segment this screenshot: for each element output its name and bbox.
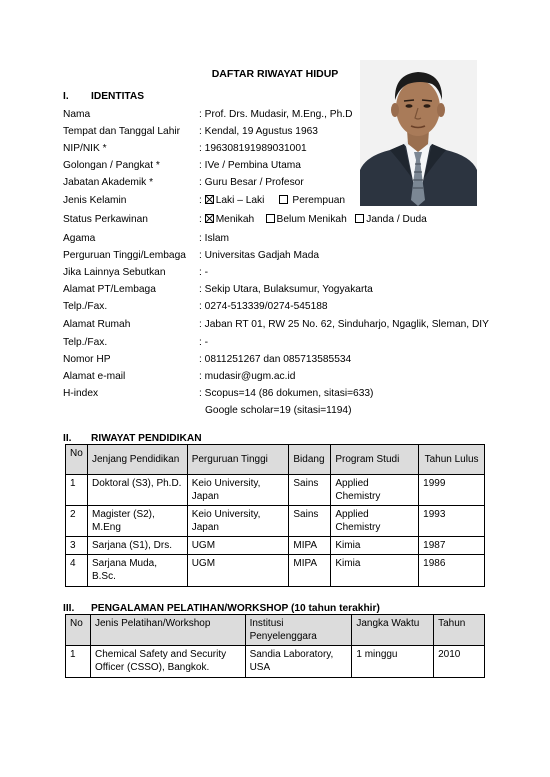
identity-value: : Prof. Drs. Mudasir, M.Eng., Ph.D: [199, 109, 353, 120]
identity-value: : Guru Besar / Profesor: [199, 177, 304, 188]
section-number: III.: [63, 603, 75, 614]
checkbox-belum-menikah[interactable]: [266, 214, 275, 223]
table-cell: Kimia: [331, 537, 419, 555]
column-header: No: [66, 615, 91, 646]
option-label: Belum Menikah: [276, 214, 347, 225]
section-pelatihan-heading: [63, 603, 380, 614]
identity-value: : Kendal, 19 Agustus 1963: [199, 126, 318, 137]
column-header: Tahun: [434, 615, 485, 646]
table-cell: UGM: [187, 555, 289, 587]
table-cell: Kimia: [331, 555, 419, 587]
identity-label: Alamat PT/Lembaga: [63, 284, 156, 295]
table-row: [66, 475, 485, 506]
column-header: Perguruan Tinggi: [187, 445, 289, 475]
table-cell: UGM: [187, 537, 289, 555]
identity-value: : 0811251267 dan 085713585534: [199, 354, 352, 365]
identity-value: : Universitas Gadjah Mada: [199, 250, 320, 261]
identity-label: NIP/NIK *: [63, 143, 107, 154]
table-row: [66, 646, 485, 678]
table-cell: Applied Chemistry: [331, 475, 419, 506]
table-cell: Keio University, Japan: [187, 506, 289, 537]
option-label: Perempuan: [292, 195, 346, 206]
marital-options: [199, 213, 427, 227]
column-header: Tahun Lulus: [419, 445, 485, 475]
training-table: [65, 614, 485, 678]
identity-value: : 196308191989031001: [199, 143, 307, 154]
identity-label: Jabatan Akademik *: [63, 177, 154, 188]
checkbox-laki-laki[interactable]: [205, 195, 214, 204]
section-title: IDENTITAS: [91, 91, 145, 102]
profile-photo: [360, 60, 477, 206]
identity-label: Telp./Fax.: [63, 301, 108, 312]
identity-label: Tempat dan Tanggal Lahir: [63, 126, 181, 137]
page-title: DAFTAR RIWAYAT HIDUP: [211, 68, 339, 80]
table-cell: 1 minggu: [352, 646, 434, 678]
column-header: Institusi Penyelenggara: [245, 615, 352, 646]
table-cell: Sandia Laboratory, USA: [245, 646, 352, 678]
option-label: Laki – Laki: [215, 195, 265, 206]
identity-label: H-index: [63, 388, 99, 399]
colon: :: [199, 214, 202, 225]
table-cell: 2: [66, 506, 88, 537]
identity-label: Status Perkawinan: [63, 214, 148, 225]
identity-value: : mudasir@ugm.ac.id: [199, 371, 296, 382]
table-cell: Chemical Safety and Security Officer (CSSO), Bangkok.: [90, 646, 245, 678]
identity-value: : IVe / Pembina Utama: [199, 160, 301, 171]
table-row: [66, 555, 485, 587]
table-cell: Magister (S2), M.Eng: [87, 506, 187, 537]
training-header-row: [66, 615, 485, 646]
identity-value: : Jaban RT 01, RW 25 No. 62, Sinduharjo, Ngaglik, Sleman, DIY: [199, 319, 489, 330]
identity-label: Alamat e-mail: [63, 371, 126, 382]
table-cell: MIPA: [289, 555, 331, 587]
identity-value: : Islam: [199, 233, 230, 244]
checkbox-janda-duda[interactable]: [355, 214, 364, 223]
identity-label: Perguruan Tinggi/Lembaga: [63, 250, 186, 261]
identity-label: Telp./Fax.: [63, 337, 108, 348]
colon: :: [199, 195, 202, 206]
section-number: I.: [63, 91, 69, 102]
option-label: Janda / Duda: [366, 214, 427, 225]
column-header: Jangka Waktu: [352, 615, 434, 646]
table-cell: 1: [66, 646, 91, 678]
identity-label: Jenis Kelamin: [63, 195, 127, 206]
checkbox-menikah[interactable]: [205, 214, 214, 223]
table-cell: 1993: [419, 506, 485, 537]
column-header: Bidang: [289, 445, 331, 475]
table-cell: 1986: [419, 555, 485, 587]
table-cell: 2010: [434, 646, 485, 678]
table-cell: 1: [66, 475, 88, 506]
column-header: Jenis Pelatihan/Workshop: [90, 615, 245, 646]
section-title: RIWAYAT PENDIDIKAN: [91, 433, 202, 444]
table-cell: 4: [66, 555, 88, 587]
gender-options: [199, 194, 345, 208]
identity-value: : -: [199, 267, 209, 278]
identity-label: Jika Lainnya Sebutkan: [63, 267, 166, 278]
column-header: Program Studi: [331, 445, 419, 475]
table-cell: 3: [66, 537, 88, 555]
identity-label: Nomor HP: [63, 354, 111, 365]
table-cell: Sarjana (S1), Drs.: [87, 537, 187, 555]
identity-value: : Scopus=14 (86 dokumen, sitasi=633): [199, 388, 374, 399]
identity-value: : -: [199, 337, 209, 348]
table-cell: Keio University, Japan: [187, 475, 289, 506]
section-title: PENGALAMAN PELATIHAN/WORKSHOP (10 tahun terakhir): [91, 603, 380, 614]
identity-label: Agama: [63, 233, 96, 244]
table-cell: Sarjana Muda, B.Sc.: [87, 555, 187, 587]
education-header-row: [66, 445, 485, 475]
education-table: [65, 444, 485, 587]
hindex-google-scholar: Google scholar=19 (sitasi=1194): [205, 405, 352, 416]
table-cell: 1987: [419, 537, 485, 555]
checkbox-perempuan[interactable]: [279, 195, 288, 204]
section-pendidikan-heading: [63, 433, 202, 444]
identity-value: : 0274-513339/0274-545188: [199, 301, 328, 312]
column-header: No: [66, 445, 88, 475]
identity-label: Alamat Rumah: [63, 319, 131, 330]
section-number: II.: [63, 433, 72, 444]
table-row: [66, 537, 485, 555]
table-cell: Sains: [289, 506, 331, 537]
table-cell: Applied Chemistry: [331, 506, 419, 537]
table-cell: Doktoral (S3), Ph.D.: [87, 475, 187, 506]
section-identitas-heading: [63, 91, 144, 102]
column-header: Jenjang Pendidikan: [87, 445, 187, 475]
identity-label: Golongan / Pangkat *: [63, 160, 160, 171]
table-row: [66, 506, 485, 537]
table-cell: Sains: [289, 475, 331, 506]
identity-label: Nama: [63, 109, 91, 120]
identity-value: : Sekip Utara, Bulaksumur, Yogyakarta: [199, 284, 373, 295]
table-cell: 1999: [419, 475, 485, 506]
table-cell: MIPA: [289, 537, 331, 555]
portrait-image: [360, 60, 477, 206]
option-label: Menikah: [215, 214, 255, 225]
